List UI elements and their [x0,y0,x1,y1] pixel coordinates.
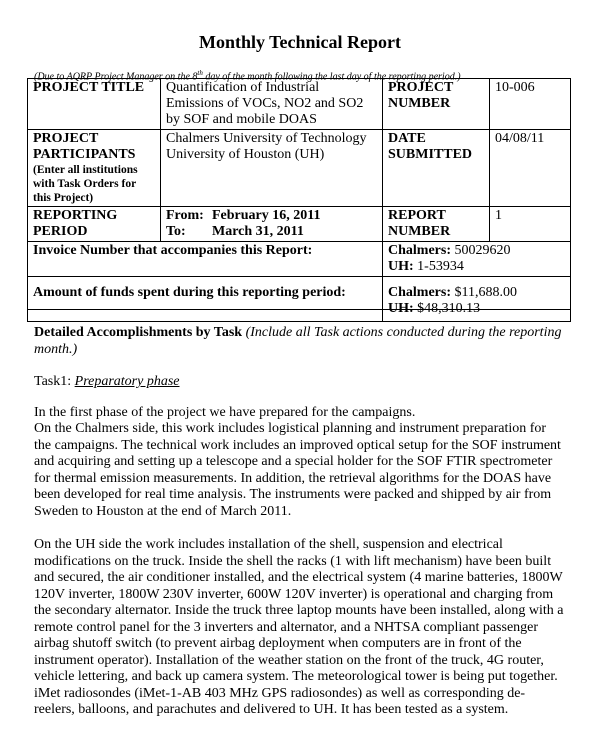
project-title-value: Quantification of Industrial Emissions of VOCs, NO2 and SO2 by SOF and mobile DOAS [161,79,383,130]
section-divider [27,309,570,310]
project-info-table [27,78,571,322]
date-submitted-value: 04/08/11 [490,130,571,207]
project-number-value: 10-006 [490,79,571,130]
due-note: (Due to AQRP Project Manager on the 8th day of the month following the last day of the reporting period.) [34,69,461,83]
project-title-label: PROJECT TITLE [28,79,161,130]
participants-note: (Enter all institutions with Task Orders for this Project) [33,164,138,204]
task-heading: Task1: Preparatory phase [34,374,180,389]
report-number-label: REPORT NUMBER [383,207,490,242]
task-name: Preparatory phase [74,374,180,389]
reporting-period-value [161,207,383,242]
to-value: March 31, 2011 [212,224,304,239]
table-row [28,207,571,242]
from-label: From: [166,208,204,223]
date-submitted-label: DATE SUBMITTED [383,130,490,207]
table-row [28,79,571,130]
participants-cell [28,130,161,207]
table-row [28,130,571,207]
document-title: Monthly Technical Report [198,32,401,52]
funds-label: Amount of funds spent during this reporting period: [28,277,383,322]
paragraph-1: On the Chalmers side, this work includes logistical planning and instrument preparation for the campaigns. The technical work includes an improved optical setup for the SOF instrument and acquiring and setting up a telescope and a special holder for the SOF FTIR spectrometer for thermal emission measurements. In addition, the retrieval algorithms for the DOAS have been developed for real time analysis. The instruments were packed and shipped by air from Sweden to Houston at the end of March 2011. [34,421,561,519]
accomplishments-section [34,325,564,719]
paragraph-1-intro: In the first phase of the project we have prepared for the campaigns. [34,404,416,420]
project-number-label: PROJECT NUMBER [383,79,490,130]
participants-label: PROJECT PARTICIPANTS [33,131,136,162]
from-value: February 16, 2011 [212,208,321,223]
funds-value: Chalmers: $11,688.00 UH: $48,310.13 [383,277,571,322]
reporting-period-label: REPORTING PERIOD [28,207,161,242]
accomplishments-heading: Detailed Accomplishments by Task (Include all Task actions conducted during the reporting month.) [34,325,562,357]
table-row [28,277,571,322]
invoice-value: Chalmers: 50029620 UH: 1-53934 [383,242,571,277]
report-number-value: 1 [490,207,571,242]
paragraph-2: On the UH side the work includes installation of the shell, suspension and electrical modifications on the truck. Inside the shell the racks (1 with lift mechanism) have been built and secured, the air conditioner installed, and the electrical system (4 marine batteries, 1800W 120V inverter, 1800W 230V inverter, 600W 120V inverter) is operational and charging from the secondary alternator. Inside the truck three laptop mounts have been installed, along with a remote control panel for the 3 inverters and alternator, and a NHTSA compliant passenger airbag shutoff switch (to prevent airbag deployment when computers are in front of the instrument operator). Installation of the weather station on the front of the truck, 4G router, vehicle lettering, and back up camera system. The meteorological tower is being put together. iMet radiosondes (iMet-1-AB 403 MHz GPS radiosondes) as well as corresponding de-reelers, balloons, and parachutes and delivered to UH. It has been tested as a system. [34,537,564,717]
invoice-label: Invoice Number that accompanies this Report: [28,242,383,277]
participants-value: Chalmers University of Technology University of Houston (UH) [161,130,383,207]
table-row [28,242,571,277]
to-label: To: [166,224,186,239]
